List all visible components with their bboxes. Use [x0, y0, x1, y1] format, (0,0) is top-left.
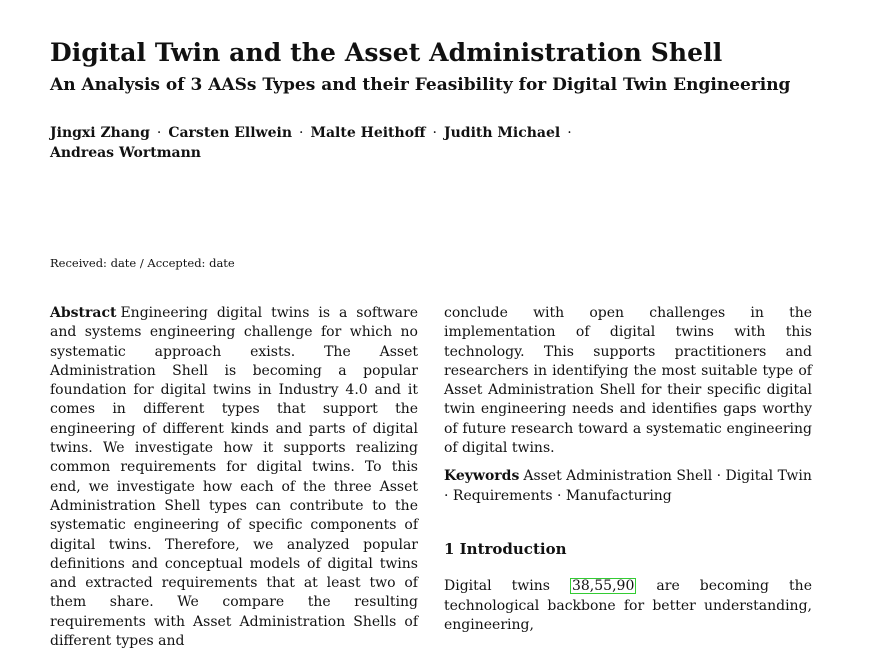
abstract-text: Engineering digital twins is a software and systems engineering challenge for which no systematic approach exists. The Asset Administration Shell is becoming a popular foundation for digital twins in Industry 4.0 and it comes in different types that support the engineering of different kinds and parts of digital twins. We investigate how it supports realizing common requirements for digital twins. To this end, we investigate how each of the three Asset Administration Shell types can contribute to the systematic engineering of specific components of digital twins. Therefore, we analyzed popular definitions and conceptual models of digital twins and extracted requirements that at least two of them share. We compare the resulting requirements with Asset Administration Shells of different types and: [50, 305, 418, 650]
author-separator: ·: [156, 125, 162, 141]
citation-link[interactable]: 90: [616, 578, 635, 595]
received-accepted-date: Received: date / Accepted: date: [50, 256, 235, 270]
intro-paragraph: [444, 577, 812, 635]
abstract-paragraph: [50, 304, 418, 651]
paper-title: Digital Twin and the Asset Administration Shell: [50, 38, 723, 67]
right-column: [444, 304, 812, 635]
section-heading: 1 Introduction: [444, 539, 567, 558]
author-separator: ·: [299, 125, 304, 141]
keywords-text: Asset Administration Shell · Digital Twin · Requirements · Manufacturing: [444, 468, 812, 504]
intro-text-before: Digital twins: [444, 578, 550, 595]
left-column: [50, 304, 418, 651]
abstract-continuation: conclude with open challenges in the implementation of digital twins with this technology. This supports practitioners and researchers in identifying the most suitable type of Asset Administration Shell for their specific digital twin engineering needs and identifies gaps worthy of future research toward a systematic engineering of digital twins.: [444, 305, 812, 457]
author-name: Judith Michael: [443, 125, 561, 141]
author-separator: ·: [432, 125, 437, 141]
citation-link-group[interactable]: 38,55,90: [571, 578, 635, 595]
author-name: Malte Heithoff: [310, 125, 426, 141]
paper-subtitle: An Analysis of 3 AASs Types and their Feasibility for Digital Twin Engineering: [50, 75, 791, 95]
author-line-2: [50, 143, 579, 163]
author-separator: ·: [567, 125, 572, 141]
abstract-label: Abstract: [50, 305, 117, 321]
keywords-paragraph: [444, 467, 812, 506]
citation-link[interactable]: 38: [571, 578, 590, 595]
author-name: Jingxi Zhang: [50, 125, 150, 141]
author-list: [50, 123, 579, 163]
author-name: Carsten Ellwein: [168, 125, 293, 141]
citation-link[interactable]: 55: [594, 578, 613, 595]
intro-text-after: are becoming the technological backbone for better understanding, engineering,: [444, 578, 812, 633]
author-name: Andreas Wortmann: [50, 145, 201, 161]
keywords-label: Keywords: [444, 468, 520, 485]
author-line-1: [50, 123, 579, 143]
